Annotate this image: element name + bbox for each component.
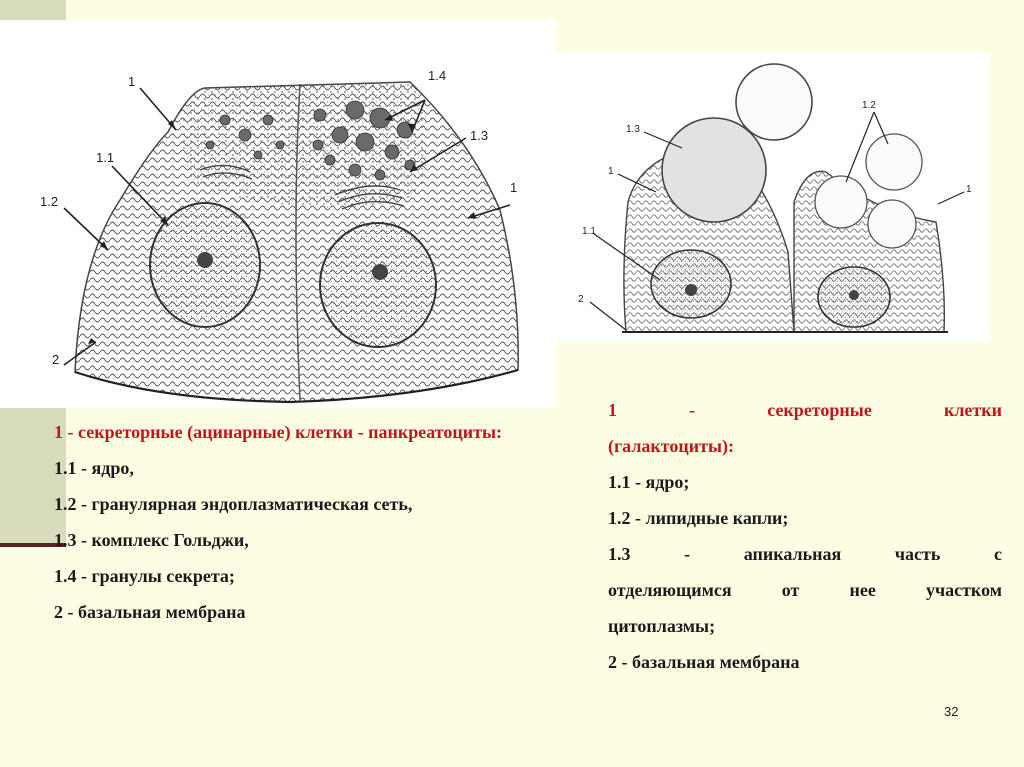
nucleus-right (320, 223, 436, 347)
label-1-4: 1.4 (428, 68, 447, 83)
acinar-legend-item: 1.4 - гранулы секрета; (54, 566, 235, 586)
galactocyte-nucleolus-right (849, 290, 859, 300)
galactocyte-legend-heading: 1 - секреторные клетки (608, 400, 1002, 420)
galactocyte-legend-item: цитоплазмы; (608, 616, 716, 636)
galactocyte-legend (608, 392, 1002, 680)
galactocyte-legend-item: 2 - базальная мембрана (608, 652, 800, 672)
label-1: 1 (128, 74, 136, 89)
acinar-legend-item: 1.3 - комплекс Гольджи, (54, 530, 249, 550)
label-2: 2 (578, 294, 584, 305)
label-1-3: 1.3 (626, 124, 640, 135)
nucleolus-left (197, 252, 213, 268)
acinar-cells-figure (0, 20, 556, 408)
galactocytes-figure (556, 52, 990, 342)
galactocyte-legend-item: 1.3 - апикальная часть с (608, 544, 1002, 564)
galactocyte-legend-item: 1.2 - липидные капли; (608, 508, 789, 528)
acinar-legend (54, 414, 566, 630)
lipid-droplet-3 (868, 200, 916, 248)
nucleolus-right (372, 264, 388, 280)
acinar-legend-heading: 1 - секреторные (ацинарные) клетки - панкреатоциты: (54, 422, 503, 442)
galactocytes-drawing (556, 52, 990, 342)
galactocyte-legend-item: отделяющимся от нее участком (608, 580, 1002, 600)
lipid-droplet-1 (866, 134, 922, 190)
detaching-droplet (736, 64, 812, 140)
label-1-2: 1.2 (862, 100, 876, 111)
acinar-legend-item: 2 - базальная мембрана (54, 602, 246, 622)
galactocyte-legend-heading-cont: (галактоциты): (608, 436, 735, 456)
label-1-right: 1 (966, 184, 972, 195)
label-1-1: 1.1 (582, 226, 596, 237)
acinar-legend-item: 1.2 - гранулярная эндоплазматическая сеть, (54, 494, 413, 514)
label-1-3: 1.3 (470, 128, 489, 143)
acinar-legend-item: 1.1 - ядро, (54, 458, 134, 478)
label-1-left: 1 (608, 166, 614, 177)
label-1-right: 1 (510, 180, 518, 195)
apical-droplet (662, 118, 766, 222)
galactocyte-legend-item: 1.1 - ядро; (608, 472, 690, 492)
galactocyte-nucleolus-left (685, 284, 697, 296)
lipid-droplet-2 (815, 176, 867, 228)
label-1-1: 1.1 (96, 150, 115, 165)
page-number: 32 (944, 704, 959, 719)
label-1-2: 1.2 (40, 194, 59, 209)
acinar-cells-drawing (0, 20, 556, 408)
label-2: 2 (52, 352, 60, 367)
